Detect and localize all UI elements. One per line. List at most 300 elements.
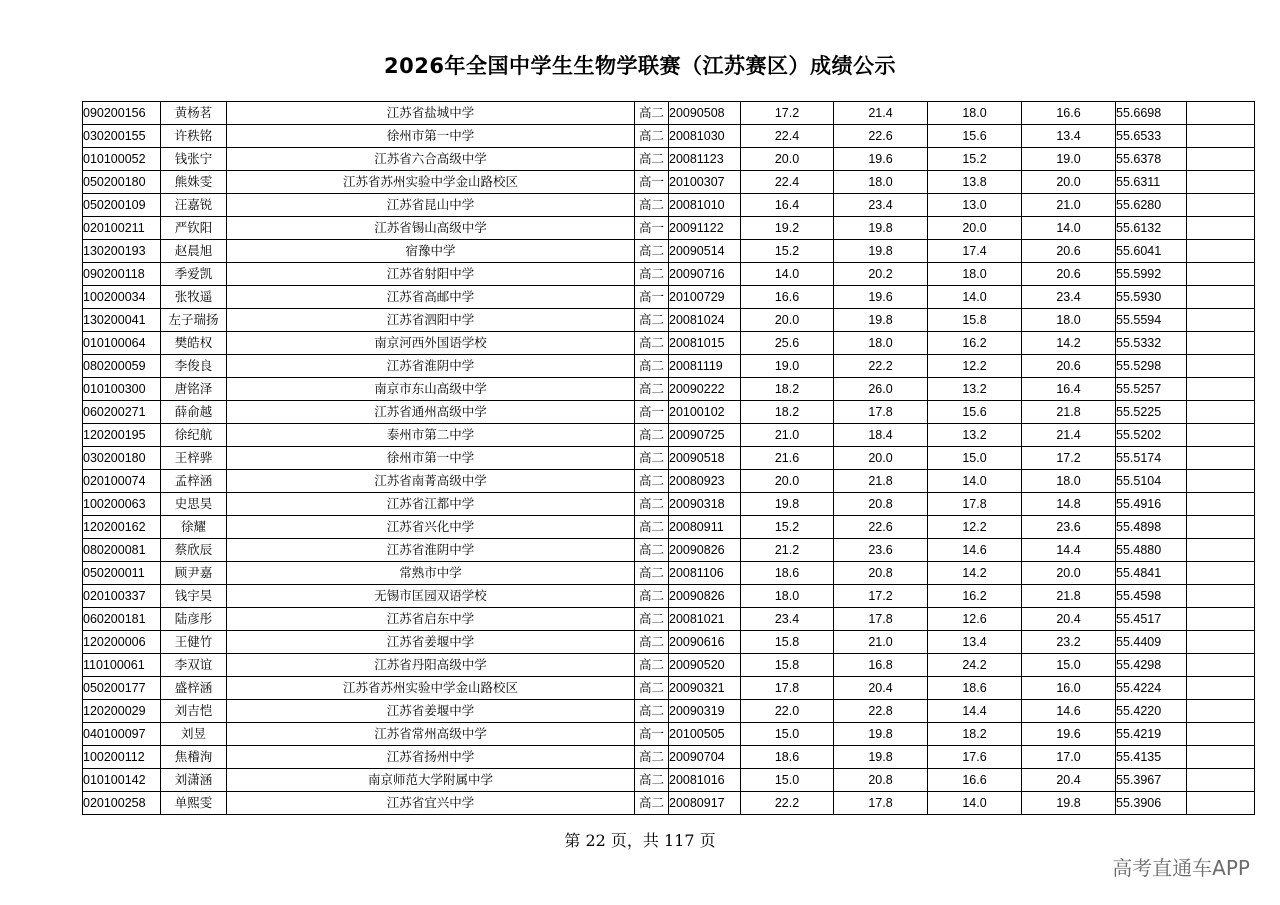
student-name-cell: 徐耀 [161, 516, 227, 539]
empty-cell [1187, 355, 1255, 378]
score-2-cell: 20.8 [834, 493, 928, 516]
score-1-cell: 15.8 [741, 631, 834, 654]
student-id-cell: 120200195 [83, 424, 161, 447]
score-2-cell: 18.4 [834, 424, 928, 447]
table-row [83, 723, 1255, 746]
birth-date-cell: 20090318 [669, 493, 741, 516]
grade-cell: 高二 [635, 608, 669, 631]
table-row [83, 263, 1255, 286]
birth-date-cell: 20081021 [669, 608, 741, 631]
score-2-cell: 23.4 [834, 194, 928, 217]
total-score-cell: 55.4916 [1116, 493, 1187, 516]
student-id-cell: 100200034 [83, 286, 161, 309]
score-1-cell: 19.8 [741, 493, 834, 516]
score-1-cell: 14.0 [741, 263, 834, 286]
grade-cell: 高二 [635, 102, 669, 125]
grade-cell: 高二 [635, 332, 669, 355]
score-2-cell: 19.8 [834, 217, 928, 240]
birth-date-cell: 20081106 [669, 562, 741, 585]
birth-date-cell: 20090514 [669, 240, 741, 263]
table-row [83, 769, 1255, 792]
grade-cell: 高二 [635, 677, 669, 700]
total-score-cell: 55.5257 [1116, 378, 1187, 401]
student-name-cell: 钱张宁 [161, 148, 227, 171]
birth-date-cell: 20081123 [669, 148, 741, 171]
grade-cell: 高二 [635, 562, 669, 585]
score-2-cell: 20.8 [834, 562, 928, 585]
score-2-cell: 19.8 [834, 723, 928, 746]
student-name-cell: 黄杨茗 [161, 102, 227, 125]
empty-cell [1187, 102, 1255, 125]
total-score-cell: 55.4298 [1116, 654, 1187, 677]
total-score-cell: 55.3906 [1116, 792, 1187, 815]
score-3-cell: 14.2 [928, 562, 1022, 585]
student-name-cell: 刘吉恺 [161, 700, 227, 723]
total-score-cell: 55.3967 [1116, 769, 1187, 792]
table-row [83, 700, 1255, 723]
student-name-cell: 盛梓涵 [161, 677, 227, 700]
school-cell: 徐州市第一中学 [227, 125, 635, 148]
total-score-cell: 55.5594 [1116, 309, 1187, 332]
student-id-cell: 050200011 [83, 562, 161, 585]
page-number: 第 22 页，共 117 页 [564, 831, 716, 850]
empty-cell [1187, 746, 1255, 769]
school-cell: 江苏省高邮中学 [227, 286, 635, 309]
empty-cell [1187, 792, 1255, 815]
score-2-cell: 22.6 [834, 125, 928, 148]
score-4-cell: 20.6 [1022, 240, 1116, 263]
student-id-cell: 100200112 [83, 746, 161, 769]
birth-date-cell: 20081016 [669, 769, 741, 792]
empty-cell [1187, 585, 1255, 608]
empty-cell [1187, 378, 1255, 401]
score-3-cell: 13.8 [928, 171, 1022, 194]
score-2-cell: 16.8 [834, 654, 928, 677]
score-4-cell: 13.4 [1022, 125, 1116, 148]
school-cell: 江苏省苏州实验中学金山路校区 [227, 171, 635, 194]
score-2-cell: 18.0 [834, 332, 928, 355]
total-score-cell: 55.4219 [1116, 723, 1187, 746]
score-3-cell: 13.4 [928, 631, 1022, 654]
student-name-cell: 樊皓权 [161, 332, 227, 355]
student-id-cell: 020100074 [83, 470, 161, 493]
grade-cell: 高二 [635, 194, 669, 217]
score-4-cell: 14.8 [1022, 493, 1116, 516]
total-score-cell: 55.5225 [1116, 401, 1187, 424]
empty-cell [1187, 171, 1255, 194]
score-4-cell: 19.8 [1022, 792, 1116, 815]
watermark-logo-text: 高考直通车APP [1112, 856, 1250, 880]
score-4-cell: 17.0 [1022, 746, 1116, 769]
score-2-cell: 21.8 [834, 470, 928, 493]
school-cell: 南京河西外国语学校 [227, 332, 635, 355]
score-4-cell: 14.2 [1022, 332, 1116, 355]
table-row [83, 125, 1255, 148]
score-1-cell: 18.2 [741, 378, 834, 401]
total-score-cell: 55.6132 [1116, 217, 1187, 240]
score-1-cell: 18.6 [741, 562, 834, 585]
score-4-cell: 14.4 [1022, 539, 1116, 562]
total-score-cell: 55.6698 [1116, 102, 1187, 125]
student-id-cell: 050200177 [83, 677, 161, 700]
score-4-cell: 14.6 [1022, 700, 1116, 723]
school-cell: 江苏省通州高级中学 [227, 401, 635, 424]
school-cell: 江苏省昆山中学 [227, 194, 635, 217]
school-cell: 南京市东山高级中学 [227, 378, 635, 401]
school-cell: 江苏省江都中学 [227, 493, 635, 516]
student-id-cell: 080200059 [83, 355, 161, 378]
scores-table-container [82, 101, 1255, 815]
scores-table [82, 101, 1255, 815]
student-id-cell: 120200162 [83, 516, 161, 539]
score-1-cell: 16.6 [741, 286, 834, 309]
score-1-cell: 23.4 [741, 608, 834, 631]
student-name-cell: 李双谊 [161, 654, 227, 677]
score-3-cell: 13.0 [928, 194, 1022, 217]
score-4-cell: 21.8 [1022, 585, 1116, 608]
total-score-cell: 55.4220 [1116, 700, 1187, 723]
empty-cell [1187, 677, 1255, 700]
table-row [83, 355, 1255, 378]
score-3-cell: 15.6 [928, 125, 1022, 148]
empty-cell [1187, 493, 1255, 516]
grade-cell: 高二 [635, 769, 669, 792]
table-row [83, 539, 1255, 562]
score-3-cell: 15.8 [928, 309, 1022, 332]
school-cell: 江苏省启东中学 [227, 608, 635, 631]
birth-date-cell: 20100729 [669, 286, 741, 309]
school-cell: 江苏省姜堰中学 [227, 631, 635, 654]
score-2-cell: 20.4 [834, 677, 928, 700]
score-2-cell: 17.8 [834, 401, 928, 424]
student-name-cell: 刘昱 [161, 723, 227, 746]
student-name-cell: 徐纪航 [161, 424, 227, 447]
birth-date-cell: 20080923 [669, 470, 741, 493]
student-id-cell: 100200063 [83, 493, 161, 516]
student-id-cell: 010100052 [83, 148, 161, 171]
score-1-cell: 17.2 [741, 102, 834, 125]
score-3-cell: 12.2 [928, 516, 1022, 539]
score-1-cell: 15.0 [741, 769, 834, 792]
score-2-cell: 23.6 [834, 539, 928, 562]
student-name-cell: 孟梓涵 [161, 470, 227, 493]
score-3-cell: 18.0 [928, 263, 1022, 286]
score-4-cell: 16.6 [1022, 102, 1116, 125]
birth-date-cell: 20081015 [669, 332, 741, 355]
student-id-cell: 020100337 [83, 585, 161, 608]
total-score-cell: 55.6041 [1116, 240, 1187, 263]
school-cell: 江苏省射阳中学 [227, 263, 635, 286]
score-4-cell: 14.0 [1022, 217, 1116, 240]
total-score-cell: 55.4841 [1116, 562, 1187, 585]
score-1-cell: 15.8 [741, 654, 834, 677]
table-row [83, 631, 1255, 654]
student-id-cell: 010100064 [83, 332, 161, 355]
table-row [83, 286, 1255, 309]
score-3-cell: 16.2 [928, 332, 1022, 355]
score-4-cell: 20.0 [1022, 562, 1116, 585]
score-1-cell: 18.0 [741, 585, 834, 608]
grade-cell: 高二 [635, 263, 669, 286]
empty-cell [1187, 539, 1255, 562]
table-row [83, 562, 1255, 585]
score-3-cell: 12.6 [928, 608, 1022, 631]
student-id-cell: 020100258 [83, 792, 161, 815]
empty-cell [1187, 654, 1255, 677]
table-row [83, 148, 1255, 171]
total-score-cell: 55.6533 [1116, 125, 1187, 148]
score-2-cell: 17.2 [834, 585, 928, 608]
score-3-cell: 14.0 [928, 792, 1022, 815]
score-4-cell: 20.4 [1022, 769, 1116, 792]
grade-cell: 高二 [635, 631, 669, 654]
birth-date-cell: 20090725 [669, 424, 741, 447]
grade-cell: 高一 [635, 401, 669, 424]
student-name-cell: 唐铭泽 [161, 378, 227, 401]
table-row [83, 240, 1255, 263]
score-4-cell: 17.2 [1022, 447, 1116, 470]
score-4-cell: 23.4 [1022, 286, 1116, 309]
grade-cell: 高二 [635, 355, 669, 378]
score-2-cell: 22.8 [834, 700, 928, 723]
student-name-cell: 李俊良 [161, 355, 227, 378]
score-4-cell: 16.0 [1022, 677, 1116, 700]
empty-cell [1187, 332, 1255, 355]
school-cell: 泰州市第二中学 [227, 424, 635, 447]
score-4-cell: 21.4 [1022, 424, 1116, 447]
table-row [83, 516, 1255, 539]
student-name-cell: 单熙雯 [161, 792, 227, 815]
score-1-cell: 18.2 [741, 401, 834, 424]
score-1-cell: 22.4 [741, 125, 834, 148]
score-1-cell: 21.0 [741, 424, 834, 447]
score-3-cell: 14.0 [928, 470, 1022, 493]
empty-cell [1187, 217, 1255, 240]
empty-cell [1187, 401, 1255, 424]
empty-cell [1187, 286, 1255, 309]
student-name-cell: 王梓骅 [161, 447, 227, 470]
score-2-cell: 26.0 [834, 378, 928, 401]
total-score-cell: 55.6311 [1116, 171, 1187, 194]
student-name-cell: 熊姝雯 [161, 171, 227, 194]
table-row [83, 332, 1255, 355]
table-row [83, 585, 1255, 608]
birth-date-cell: 20081119 [669, 355, 741, 378]
birth-date-cell: 20080911 [669, 516, 741, 539]
student-name-cell: 汪嘉锐 [161, 194, 227, 217]
school-cell: 江苏省淮阴中学 [227, 539, 635, 562]
student-id-cell: 130200193 [83, 240, 161, 263]
birth-date-cell: 20090321 [669, 677, 741, 700]
school-cell: 江苏省淮阴中学 [227, 355, 635, 378]
empty-cell [1187, 424, 1255, 447]
student-id-cell: 010100142 [83, 769, 161, 792]
score-2-cell: 18.0 [834, 171, 928, 194]
empty-cell [1187, 125, 1255, 148]
school-cell: 宿豫中学 [227, 240, 635, 263]
score-3-cell: 18.0 [928, 102, 1022, 125]
empty-cell [1187, 700, 1255, 723]
score-2-cell: 20.2 [834, 263, 928, 286]
school-cell: 南京师范大学附属中学 [227, 769, 635, 792]
score-3-cell: 18.6 [928, 677, 1022, 700]
empty-cell [1187, 516, 1255, 539]
score-3-cell: 17.8 [928, 493, 1022, 516]
empty-cell [1187, 631, 1255, 654]
student-name-cell: 史思昊 [161, 493, 227, 516]
score-4-cell: 18.0 [1022, 470, 1116, 493]
student-id-cell: 020100211 [83, 217, 161, 240]
school-cell: 江苏省苏州实验中学金山路校区 [227, 677, 635, 700]
school-cell: 江苏省盐城中学 [227, 102, 635, 125]
score-3-cell: 13.2 [928, 424, 1022, 447]
score-2-cell: 19.8 [834, 309, 928, 332]
score-1-cell: 22.2 [741, 792, 834, 815]
total-score-cell: 55.4135 [1116, 746, 1187, 769]
score-1-cell: 16.4 [741, 194, 834, 217]
grade-cell: 高二 [635, 654, 669, 677]
total-score-cell: 55.5104 [1116, 470, 1187, 493]
grade-cell: 高二 [635, 700, 669, 723]
table-row [83, 378, 1255, 401]
birth-date-cell: 20081024 [669, 309, 741, 332]
school-cell: 江苏省扬州中学 [227, 746, 635, 769]
school-cell: 江苏省兴化中学 [227, 516, 635, 539]
score-1-cell: 22.0 [741, 700, 834, 723]
score-2-cell: 17.8 [834, 608, 928, 631]
score-3-cell: 16.2 [928, 585, 1022, 608]
score-2-cell: 21.4 [834, 102, 928, 125]
score-1-cell: 22.4 [741, 171, 834, 194]
grade-cell: 高一 [635, 217, 669, 240]
table-row [83, 424, 1255, 447]
score-3-cell: 17.6 [928, 746, 1022, 769]
student-name-cell: 蔡欣辰 [161, 539, 227, 562]
score-3-cell: 18.2 [928, 723, 1022, 746]
school-cell: 江苏省姜堰中学 [227, 700, 635, 723]
score-3-cell: 14.6 [928, 539, 1022, 562]
birth-date-cell: 20080917 [669, 792, 741, 815]
grade-cell: 高二 [635, 470, 669, 493]
total-score-cell: 55.5298 [1116, 355, 1187, 378]
total-score-cell: 55.5174 [1116, 447, 1187, 470]
score-4-cell: 20.4 [1022, 608, 1116, 631]
grade-cell: 高二 [635, 447, 669, 470]
grade-cell: 高二 [635, 125, 669, 148]
student-name-cell: 薛俞越 [161, 401, 227, 424]
table-row [83, 746, 1255, 769]
score-2-cell: 19.6 [834, 286, 928, 309]
empty-cell [1187, 240, 1255, 263]
grade-cell: 高二 [635, 516, 669, 539]
student-id-cell: 120200006 [83, 631, 161, 654]
total-score-cell: 55.4898 [1116, 516, 1187, 539]
score-2-cell: 22.2 [834, 355, 928, 378]
score-2-cell: 19.8 [834, 746, 928, 769]
student-id-cell: 120200029 [83, 700, 161, 723]
table-row [83, 792, 1255, 815]
page-title: 2026年全国中学生生物学联赛（江苏赛区）成绩公示 [384, 54, 896, 78]
score-4-cell: 21.8 [1022, 401, 1116, 424]
score-2-cell: 21.0 [834, 631, 928, 654]
score-4-cell: 20.6 [1022, 355, 1116, 378]
grade-cell: 高一 [635, 723, 669, 746]
score-1-cell: 21.6 [741, 447, 834, 470]
total-score-cell: 55.4598 [1116, 585, 1187, 608]
empty-cell [1187, 608, 1255, 631]
student-name-cell: 严钦阳 [161, 217, 227, 240]
table-row [83, 447, 1255, 470]
score-3-cell: 20.0 [928, 217, 1022, 240]
student-id-cell: 030200180 [83, 447, 161, 470]
empty-cell [1187, 562, 1255, 585]
grade-cell: 高二 [635, 493, 669, 516]
score-4-cell: 23.6 [1022, 516, 1116, 539]
score-2-cell: 20.8 [834, 769, 928, 792]
empty-cell [1187, 470, 1255, 493]
score-4-cell: 16.4 [1022, 378, 1116, 401]
score-1-cell: 25.6 [741, 332, 834, 355]
student-name-cell: 许秩铭 [161, 125, 227, 148]
table-row [83, 171, 1255, 194]
student-id-cell: 090200156 [83, 102, 161, 125]
score-1-cell: 20.0 [741, 470, 834, 493]
score-4-cell: 20.0 [1022, 171, 1116, 194]
empty-cell [1187, 194, 1255, 217]
birth-date-cell: 20090222 [669, 378, 741, 401]
total-score-cell: 55.6378 [1116, 148, 1187, 171]
student-name-cell: 张牧遥 [161, 286, 227, 309]
empty-cell [1187, 769, 1255, 792]
score-3-cell: 17.4 [928, 240, 1022, 263]
birth-date-cell: 20090520 [669, 654, 741, 677]
score-2-cell: 22.6 [834, 516, 928, 539]
table-row [83, 309, 1255, 332]
score-3-cell: 14.0 [928, 286, 1022, 309]
empty-cell [1187, 309, 1255, 332]
grade-cell: 高二 [635, 378, 669, 401]
score-4-cell: 21.0 [1022, 194, 1116, 217]
birth-date-cell: 20090716 [669, 263, 741, 286]
empty-cell [1187, 148, 1255, 171]
grade-cell: 高二 [635, 539, 669, 562]
empty-cell [1187, 723, 1255, 746]
birth-date-cell: 20090508 [669, 102, 741, 125]
score-3-cell: 12.2 [928, 355, 1022, 378]
grade-cell: 高二 [635, 309, 669, 332]
student-id-cell: 030200155 [83, 125, 161, 148]
birth-date-cell: 20090826 [669, 539, 741, 562]
empty-cell [1187, 447, 1255, 470]
student-id-cell: 110100061 [83, 654, 161, 677]
student-name-cell: 左子瑞扬 [161, 309, 227, 332]
birth-date-cell: 20100102 [669, 401, 741, 424]
score-1-cell: 20.0 [741, 148, 834, 171]
birth-date-cell: 20081030 [669, 125, 741, 148]
table-row [83, 217, 1255, 240]
student-id-cell: 050200109 [83, 194, 161, 217]
birth-date-cell: 20100505 [669, 723, 741, 746]
score-3-cell: 13.2 [928, 378, 1022, 401]
school-cell: 江苏省南菁高级中学 [227, 470, 635, 493]
score-4-cell: 19.6 [1022, 723, 1116, 746]
table-row [83, 194, 1255, 217]
table-row [83, 654, 1255, 677]
student-name-cell: 焦稽洵 [161, 746, 227, 769]
score-1-cell: 21.2 [741, 539, 834, 562]
table-row [83, 608, 1255, 631]
total-score-cell: 55.5992 [1116, 263, 1187, 286]
